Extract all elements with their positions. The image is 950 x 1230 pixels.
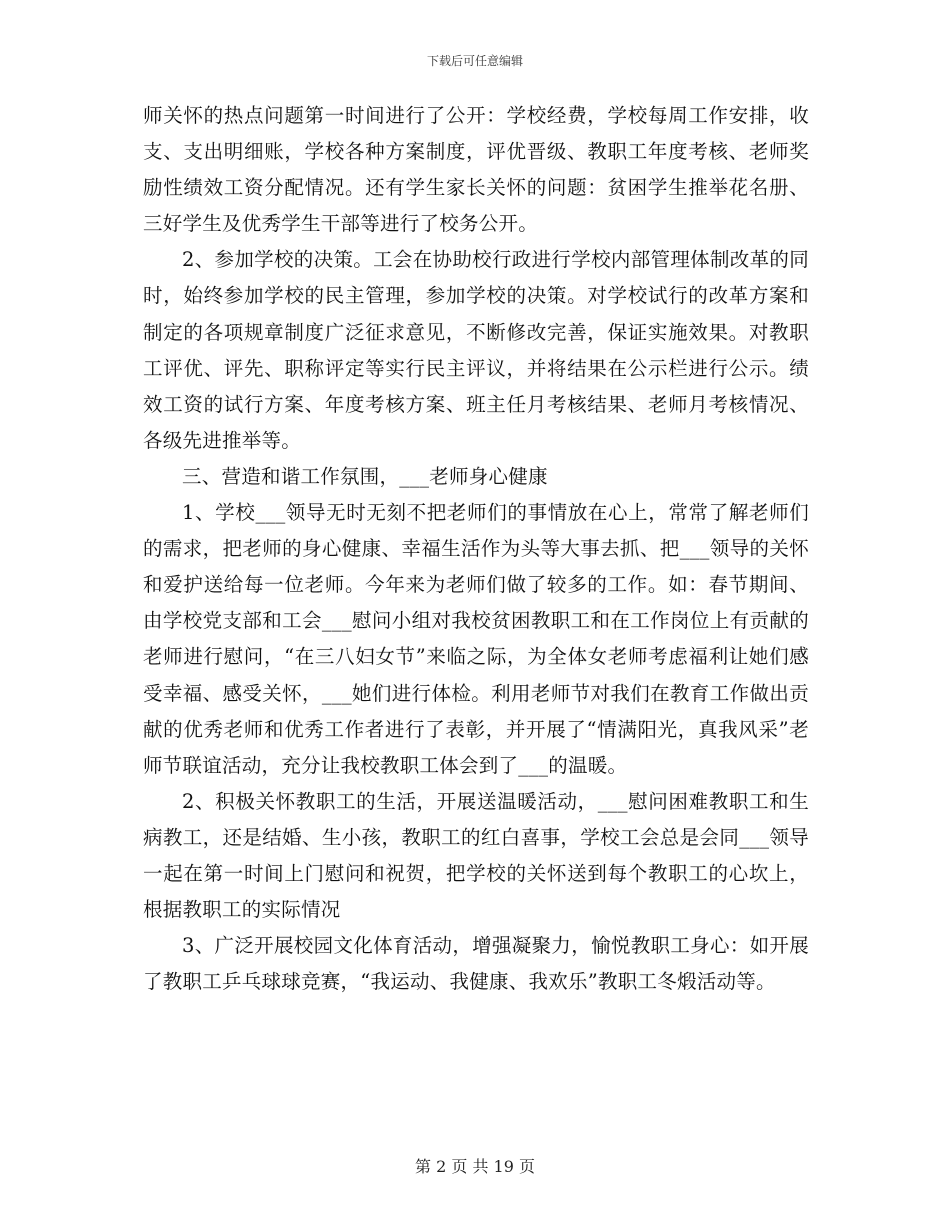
paragraph-warmth: 2、积极关怀教职工的生活，开展送温暖活动，___慰问困难教职工和生病教工，还是结婚、生小孩，教职工的红白喜事，学校工会总是会同___领导一起在第一时间上门慰问和祝贺，把学校的关怀送到每个教职工的心坎上，根据教职工的实际情况 [143,789,809,922]
paragraph-decision: 2、参加学校的决策。工会在协助校行政进行学校内部管理体制改革的同时，始终参加学校的民主管理，参加学校的决策。对学校试行的改革方案和制定的各项规章制度广泛征求意见，不断修改完善，保证实施效果。对教职工评优、评先、职称评定等实行民主评议，并将结果在公示栏进行公示。绩效工资的试行方案、年度考核方案、班主任月考核结果、老师月考核情况、各级先进推举等。 [143,248,809,452]
page-header: 下载后可任意编辑 [426,54,523,68]
document-body [143,98,809,1000]
paragraph-continued: 师关怀的热点问题第一时间进行了公开：学校经费，学校每周工作安排，收支、支出明细账，学校各种方案制度，评优晋级、教职工年度考核、老师奖励性绩效工资分配情况。还有学生家长关怀的问题：贫困学生推举花名册、三好学生及优秀学生干部等进行了校务公开。 [143,104,809,236]
page-number: 第 2 页 共 19 页 [415,1157,535,1176]
section-heading: 三、营造和谐工作氛围，___老师身心健康 [182,464,548,488]
paragraph-activities: 3、广泛开展校园文化体育活动，增强凝聚力，愉悦教职工身心：如开展了教职工乒乓球球竞赛，“我运动、我健康、我欢乐”教职工冬煅活动等。 [143,934,809,994]
paragraph-care: 1、学校___领导无时无刻不把老师们的事情放在心上，常常了解老师们的需求，把老师的身心健康、幸福生活作为头等大事去抓、把___领导的关怀和爱护送给每一位老师。今年来为老师们做了较多的工作。如：春节期间、由学校党支部和工会___慰问小组对我校贫困教职工和在工作岗位上有贡献的老师进行慰问，“在三八妇女节”来临之际，为全体女老师考虑福利让她们感受幸福、感受关怀，___她们进行体检。利用老师节对我们在教育工作做出贡献的优秀老师和优秀工作者进行了表彰，并开展了“情满阳光，真我风采”老师节联谊活动，充分让我校教职工体会到了___的温暖。 [143,501,809,777]
